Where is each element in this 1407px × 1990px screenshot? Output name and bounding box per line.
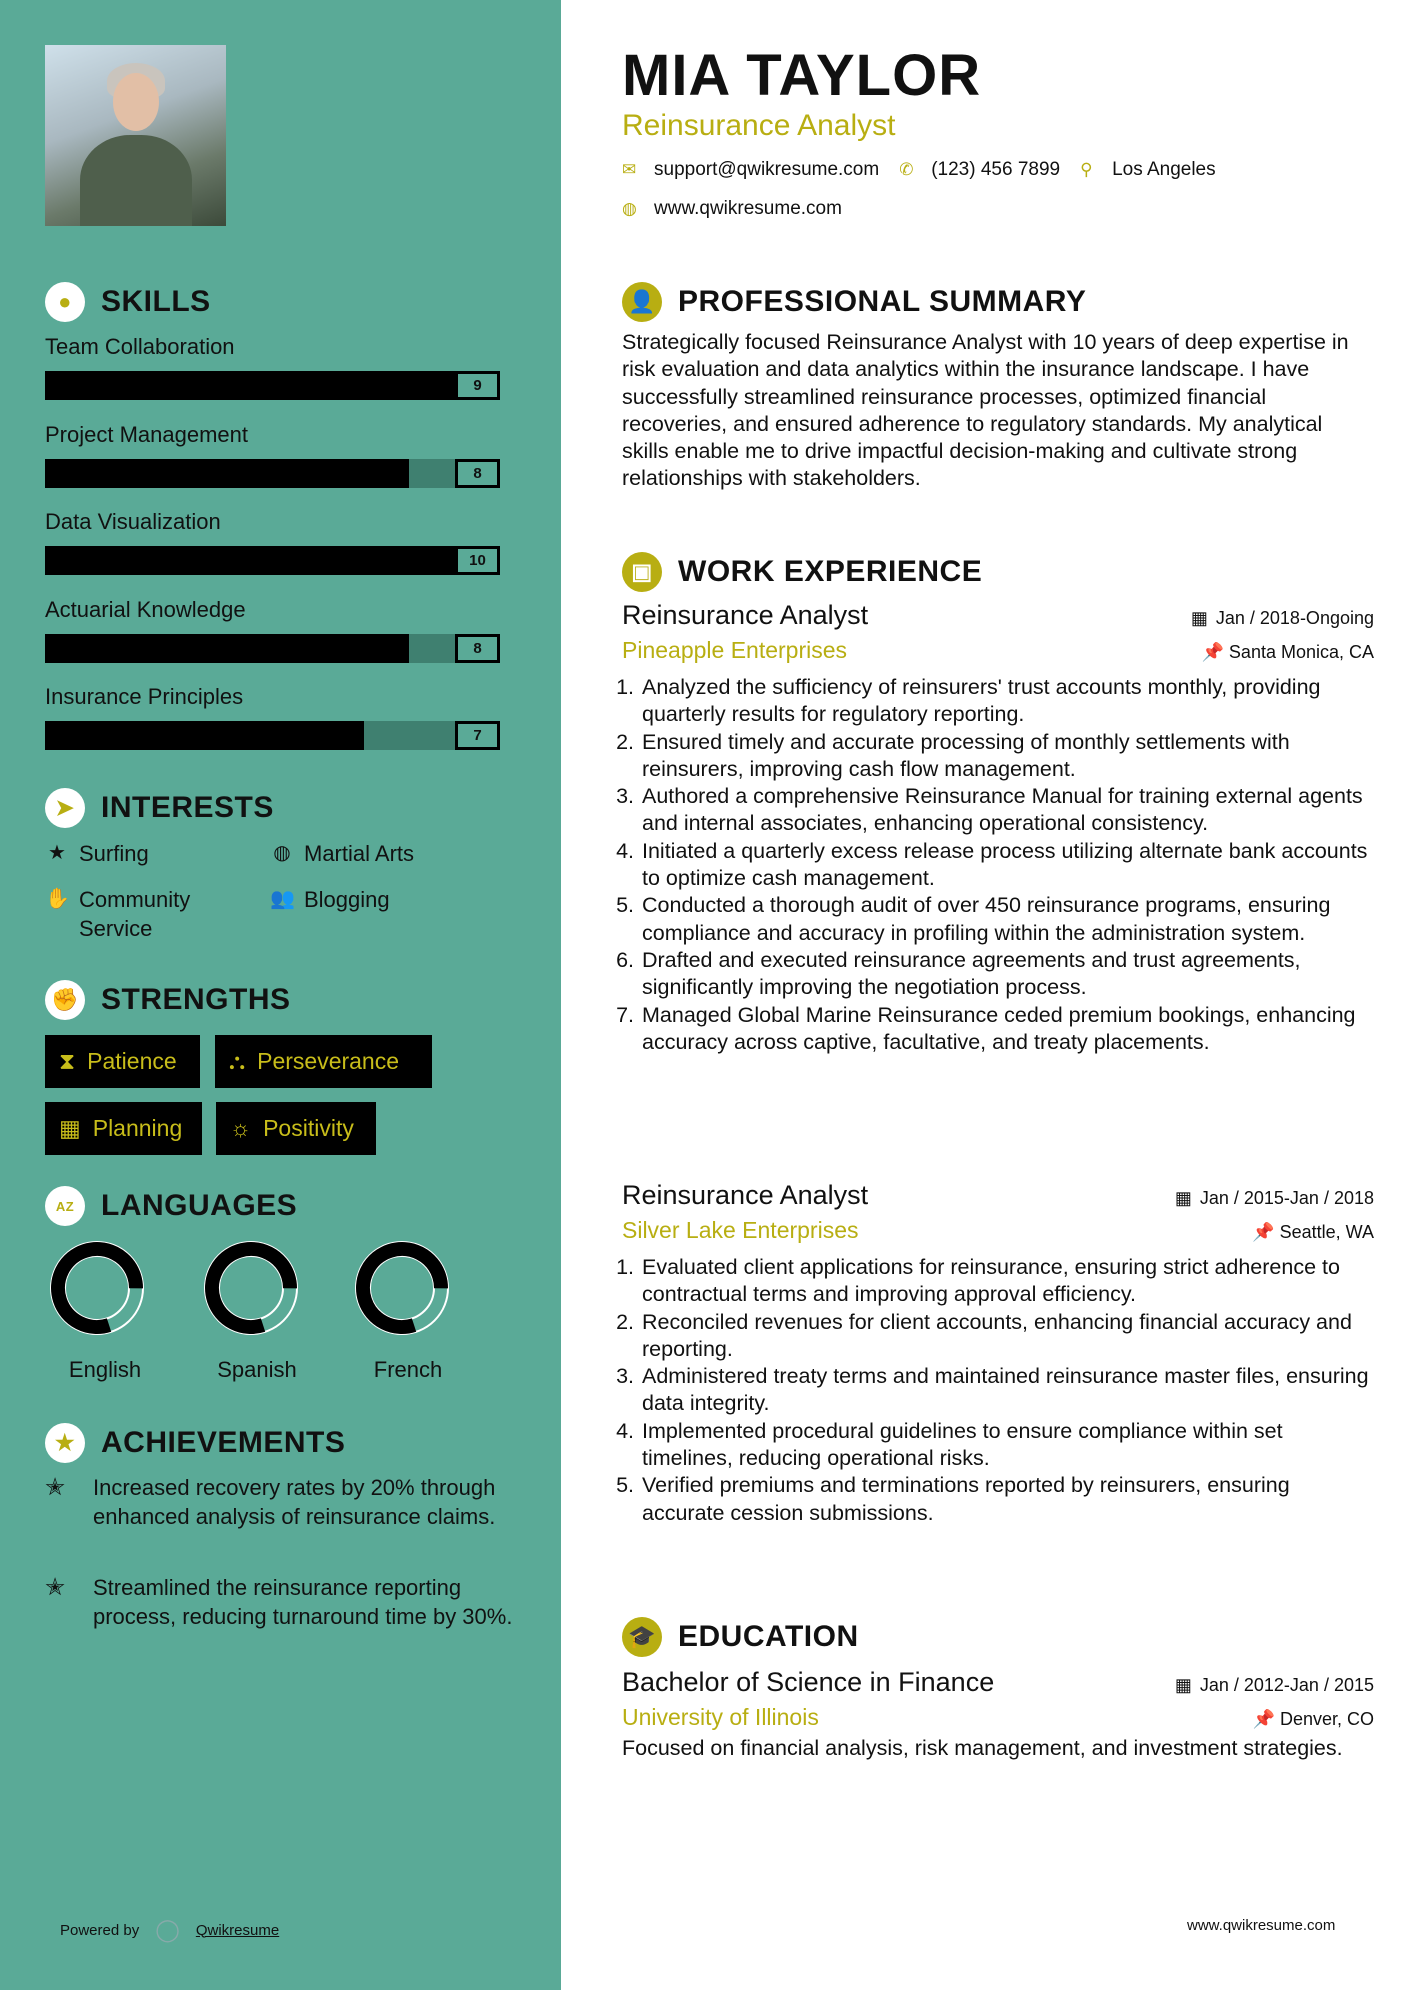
- summary-text: Strategically focused Reinsurance Analyst with 10 years of deep expertise in risk evaluation and data analytics within the insurance landscape. I have successfully streamlined reinsurance processes, optimized financial recoveries, and ensured adherence to regulatory standards. My analytical skills enable me to drive impactful decision-making and cultivate strong relationships with stakeholders.: [622, 330, 1349, 491]
- skill-label: Insurance Principles: [45, 684, 244, 710]
- interest-label: Martial Arts: [304, 841, 415, 866]
- language-label: Spanish: [217, 1357, 297, 1382]
- interest-item: [270, 885, 390, 914]
- star-icon: ★: [48, 842, 66, 864]
- pin-icon: 📌: [1252, 1222, 1275, 1242]
- job-bullet: 7. Managed Global Marine Reinsurance ceded premium bookings, enhancing accuracy across captive, facultative, and treaty placements.: [640, 1002, 1374, 1057]
- interest-label: Community Service: [79, 887, 191, 941]
- skill-value: 8: [455, 459, 500, 488]
- heading-text: INTERESTS: [101, 791, 274, 824]
- education-date: [1175, 1675, 1374, 1696]
- job-sub: [622, 637, 1374, 664]
- job-bullet: 1. Analyzed the sufficiency of reinsurers' trust accounts monthly, providing quarterly results for regulatory reporting.: [640, 674, 1374, 729]
- job-location: [1252, 1222, 1374, 1243]
- achievement-text: Streamlined the reinsurance reporting process, reducing turnaround time by 30%.: [93, 1575, 513, 1629]
- qwikresume-link[interactable]: Qwikresume: [195, 1921, 280, 1939]
- job-title: Reinsurance Analyst: [622, 1180, 869, 1210]
- map-pin-icon: ⚲: [1080, 160, 1093, 179]
- calendar-icon: ▦: [1174, 1675, 1192, 1695]
- candidate-title: Reinsurance Analyst: [622, 109, 896, 142]
- date-text: Jan / 2015-Jan / 2018: [1199, 1188, 1374, 1208]
- school: University of Illinois: [622, 1704, 819, 1730]
- strength-label: Planning: [92, 1115, 183, 1141]
- skill-label: Actuarial Knowledge: [45, 596, 246, 622]
- pin-icon: 📌: [1252, 1709, 1275, 1729]
- job-bullet: 2. Ensured timely and accurate processing of monthly settlements with reinsurers, improving cash flow management.: [640, 729, 1374, 784]
- job-location: [1201, 642, 1374, 663]
- strength-label: Patience: [87, 1048, 177, 1074]
- job-bullet: 1. Evaluated client applications for reinsurance, ensuring strict adherence to contractual terms and improving approval efficiency.: [640, 1254, 1374, 1309]
- strength-badge: [216, 1102, 376, 1155]
- heading-text: ACHIEVEMENTS: [101, 1426, 346, 1459]
- job-sub: [622, 1217, 1374, 1244]
- job-bullet: 4. Implemented procedural guidelines to ensure compliance within set timelines, reducing operational risks.: [640, 1418, 1374, 1473]
- work-section: [622, 552, 1374, 592]
- job-bullet: 2. Reconciled revenues for client accounts, enhancing financial accuracy and reporting.: [640, 1309, 1374, 1364]
- heading-text: PROFESSIONAL SUMMARY: [678, 285, 1087, 318]
- qwikresume-logo-icon: ◯: [155, 1917, 180, 1942]
- hand-icon: ✋: [45, 888, 70, 910]
- location: Los Angeles: [1112, 159, 1216, 180]
- phone: (123) 456 7899: [931, 159, 1061, 180]
- education-heading: [622, 1617, 1374, 1657]
- globe-icon: ◍: [273, 842, 291, 864]
- contact-row: [622, 159, 1374, 181]
- language-donuts: [0, 1230, 561, 1350]
- interest-item: [45, 885, 245, 943]
- briefcase-icon: ▣: [622, 552, 662, 592]
- skill-bar-fill: [45, 634, 409, 663]
- language-label: French: [373, 1357, 443, 1382]
- language-label: English: [68, 1357, 142, 1382]
- powered-by-text: Powered by: [60, 1921, 140, 1939]
- lightbulb-icon: ●: [45, 282, 85, 322]
- job-date: [1191, 608, 1374, 629]
- location-text: Santa Monica, CA: [1228, 642, 1374, 662]
- strengths-heading: [45, 980, 291, 1020]
- heading-text: LANGUAGES: [101, 1189, 298, 1222]
- skill-bar: [45, 634, 500, 663]
- job-entry: [622, 1180, 1374, 1527]
- binoculars-icon: ⛬: [229, 1048, 246, 1074]
- strength-label: Positivity: [263, 1115, 354, 1141]
- fist-icon: ✊: [45, 980, 85, 1020]
- job-date: [1175, 1188, 1374, 1209]
- job-header: [622, 600, 1374, 631]
- paper-plane-icon: ➤: [45, 788, 85, 828]
- candidate-name: MIA TAYLOR: [622, 43, 982, 108]
- skill-bar-fill: [45, 459, 409, 488]
- interest-label: Surfing: [79, 841, 149, 866]
- powered-by: [60, 1917, 279, 1943]
- degree: Bachelor of Science in Finance: [622, 1667, 995, 1697]
- job-bullet: 3. Authored a comprehensive Reinsurance Manual for training external agents and internal associates, enhancing operational consistency.: [640, 783, 1374, 838]
- summary-section: [622, 282, 1374, 493]
- language-donut-fill: [202, 1239, 300, 1337]
- skill-bar: [45, 459, 500, 488]
- heading-text: WORK EXPERIENCE: [678, 555, 983, 588]
- job-header: [622, 1180, 1374, 1211]
- graduate-icon: 🎓: [622, 1617, 662, 1657]
- heading-text: STRENGTHS: [101, 983, 291, 1016]
- user-icon: 👤: [622, 282, 662, 322]
- job-bullet: 4. Initiated a quarterly excess release process utilizing alternate bank accounts to optimize cash management.: [640, 838, 1374, 893]
- shooting-star-icon: ✭: [45, 1474, 66, 1501]
- website[interactable]: www.qwikresume.com: [654, 198, 842, 219]
- summary-heading: [622, 282, 1374, 322]
- job-bullet: 6. Drafted and executed reinsurance agreements and trust agreements, significantly improving the negotiation process.: [640, 947, 1374, 1002]
- skill-bar-fill: [45, 371, 455, 400]
- achievements-heading: [45, 1423, 345, 1463]
- job-bullet: 5. Conducted a thorough audit of over 450 reinsurance programs, ensuring compliance and accuracy in profiling within the administration system.: [640, 892, 1374, 947]
- education-sub: [622, 1704, 1374, 1731]
- heading-text: EDUCATION: [678, 1620, 859, 1653]
- skill-value: 10: [455, 546, 500, 575]
- shooting-star-icon: ✭: [45, 1574, 66, 1601]
- hourglass-icon: ⧗: [59, 1048, 76, 1074]
- education-section: [622, 1617, 1374, 1762]
- pin-icon: 📌: [1201, 642, 1224, 662]
- envelope-icon: ✉: [622, 160, 637, 179]
- profile-photo: [45, 45, 226, 226]
- interests-heading: [45, 788, 274, 828]
- job-title: Reinsurance Analyst: [622, 600, 869, 630]
- strength-badge: [45, 1035, 200, 1088]
- skill-bar-fill: [45, 721, 364, 750]
- skill-value: 7: [455, 721, 500, 750]
- skill-value: 8: [455, 634, 500, 663]
- date-text: Jan / 2012-Jan / 2015: [1199, 1675, 1374, 1695]
- skill-bar: [45, 371, 500, 400]
- website-row: [622, 198, 1374, 220]
- header: [622, 42, 1374, 220]
- education-location: [1253, 1709, 1374, 1730]
- star-badge-icon: ★: [45, 1423, 85, 1463]
- location-text: Denver, CO: [1279, 1709, 1374, 1729]
- strength-badge: [215, 1035, 432, 1088]
- date-text: Jan / 2018-Ongoing: [1215, 608, 1374, 628]
- calendar-icon: ▦: [1190, 608, 1208, 628]
- sidebar: [0, 0, 561, 1990]
- company: Silver Lake Enterprises: [622, 1217, 859, 1243]
- skill-label: Project Management: [45, 421, 248, 447]
- languages-heading: [45, 1186, 297, 1226]
- achievement-item: [45, 1473, 515, 1531]
- job-entry: [622, 600, 1374, 1056]
- job-bullets: [622, 1254, 1374, 1527]
- interest-label: Blogging: [304, 887, 390, 912]
- calendar-icon: ▦: [1174, 1188, 1192, 1208]
- language-donut-fill: [353, 1239, 451, 1337]
- interest-item: [45, 839, 149, 868]
- job-bullet: 5. Verified premiums and terminations reported by reinsurers, ensuring accurate cession submissions.: [640, 1472, 1374, 1527]
- phone-icon: ✆: [899, 160, 914, 179]
- job-bullet: 3. Administered treaty terms and maintained reinsurance master files, ensuring data integrity.: [640, 1363, 1374, 1418]
- education-description: Focused on financial analysis, risk management, and investment strategies.: [622, 1736, 1343, 1760]
- users-icon: 👥: [270, 888, 295, 910]
- skill-value: 9: [455, 371, 500, 400]
- skills-heading: [45, 282, 211, 322]
- achievement-item: [45, 1573, 515, 1631]
- skill-bar-fill: [45, 546, 500, 575]
- skill-label: Team Collaboration: [45, 334, 235, 359]
- heading-text: SKILLS: [101, 285, 211, 318]
- globe-icon: ◍: [622, 199, 637, 218]
- education-header: [622, 1667, 1374, 1698]
- achievement-text: Increased recovery rates by 20% through enhanced analysis of reinsurance claims.: [93, 1475, 496, 1529]
- sun-icon: ☼: [230, 1115, 252, 1141]
- job-bullets: [622, 674, 1374, 1056]
- strength-label: Perseverance: [257, 1048, 400, 1074]
- email[interactable]: support@qwikresume.com: [654, 159, 880, 180]
- work-heading: [622, 552, 1374, 592]
- skill-bar: [45, 721, 500, 750]
- footer-website: www.qwikresume.com: [1187, 1917, 1336, 1934]
- skill-bar: [45, 546, 500, 575]
- company: Pineapple Enterprises: [622, 637, 848, 663]
- calendar-icon: ▦: [59, 1115, 81, 1141]
- skill-label: Data Visualization: [45, 509, 221, 535]
- location-text: Seattle, WA: [1279, 1222, 1374, 1242]
- strength-badge: [45, 1102, 202, 1155]
- interest-item: [270, 839, 414, 868]
- language-donut-fill: [48, 1239, 146, 1337]
- translate-icon: AZ: [45, 1186, 85, 1226]
